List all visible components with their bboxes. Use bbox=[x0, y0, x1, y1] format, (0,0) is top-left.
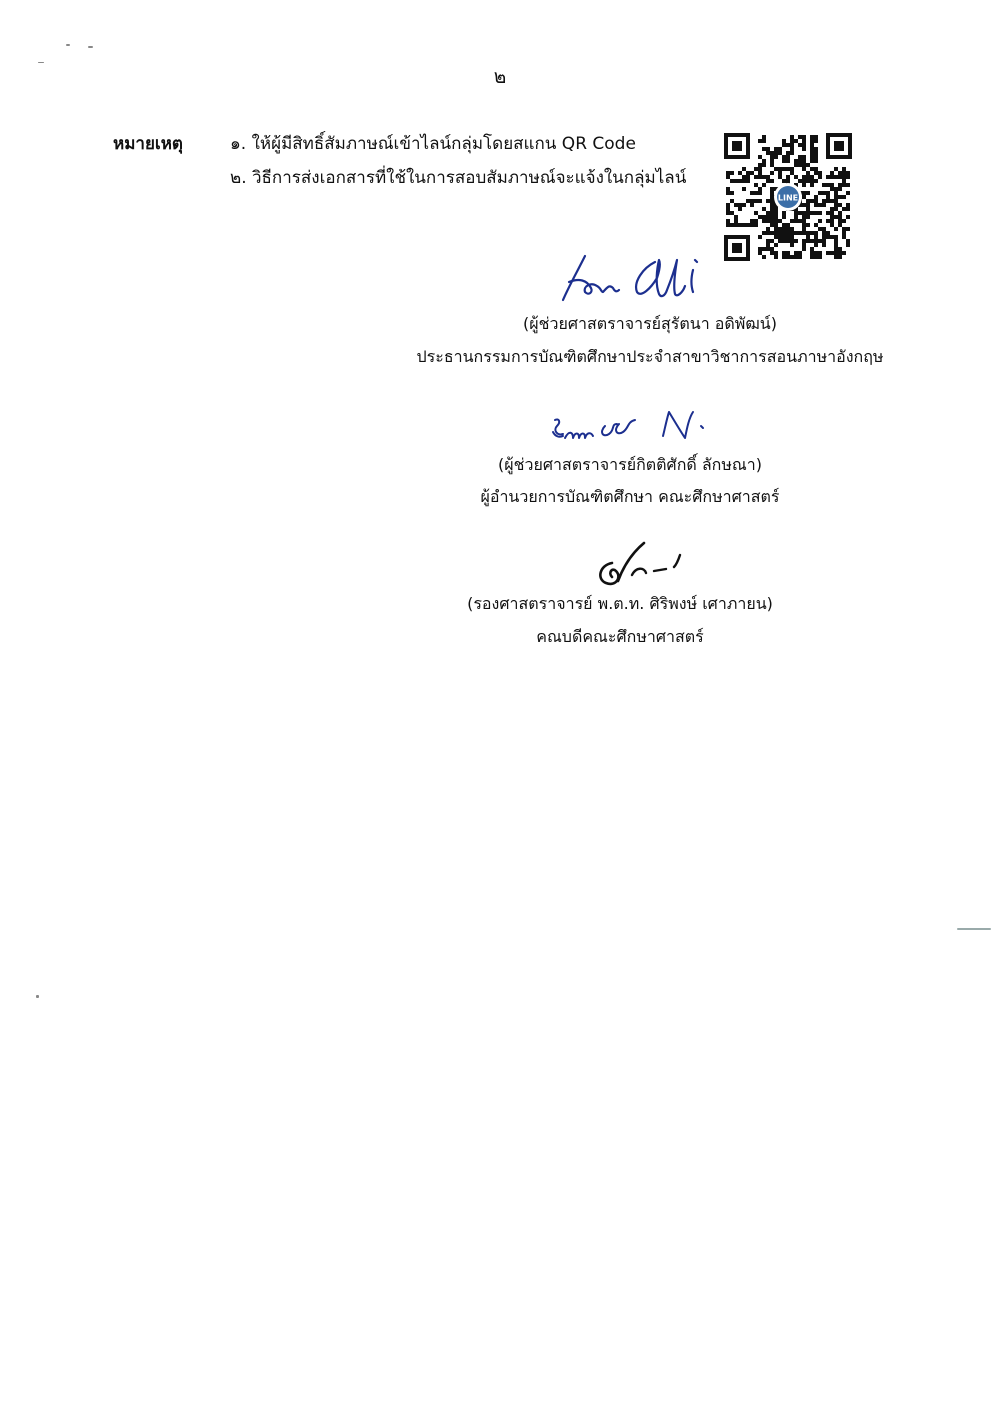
signature-2 bbox=[545, 402, 720, 448]
line-logo-text: LINE bbox=[777, 193, 799, 203]
note-label: หมายเหตุ bbox=[113, 134, 183, 154]
page-number: ๒ bbox=[493, 66, 507, 88]
line-logo-icon bbox=[774, 183, 802, 211]
signatory-3-name: (รองศาสตราจารย์ พ.ต.ท. ศิริพงษ์ เศาภายน) bbox=[467, 594, 773, 613]
signatory-2-name: (ผู้ช่วยศาสตราจารย์กิตติศักดิ์ ลักษณา) bbox=[498, 455, 762, 474]
scan-speck bbox=[36, 995, 39, 998]
qr-finder-top-left bbox=[724, 133, 750, 159]
scan-speck bbox=[66, 44, 70, 46]
qr-finder-bottom-left bbox=[724, 235, 750, 261]
signatory-1-name: (ผู้ช่วยศาสตราจารย์สุรัตนา อดิพัฒน์) bbox=[523, 314, 777, 333]
note-item-1: ๑. ให้ผู้มีสิทธิ์สัมภาษณ์เข้าไลน์กลุ่มโดยสแกน QR Code bbox=[230, 134, 636, 154]
scan-speck bbox=[88, 46, 93, 48]
qr-finder-top-right bbox=[826, 133, 852, 159]
line-group-qr-code[interactable] bbox=[722, 131, 854, 263]
signatory-2-title: ผู้อำนวยการบัณฑิตศึกษา คณะศึกษาศาสตร์ bbox=[480, 487, 780, 506]
signatory-3-title: คณบดีคณะศึกษาศาสตร์ bbox=[536, 627, 704, 646]
note-item-2: ๒. วิธีการส่งเอกสารที่ใช้ในการสอบสัมภาษณ์จะแจ้งในกลุ่มไลน์ bbox=[230, 168, 687, 188]
signature-1 bbox=[555, 248, 725, 308]
signatory-1-title: ประธานกรรมการบัณฑิตศึกษาประจำสาขาวิชาการสอนภาษาอังกฤษ bbox=[416, 347, 884, 366]
signature-3 bbox=[592, 535, 712, 591]
scan-speck bbox=[957, 928, 991, 930]
